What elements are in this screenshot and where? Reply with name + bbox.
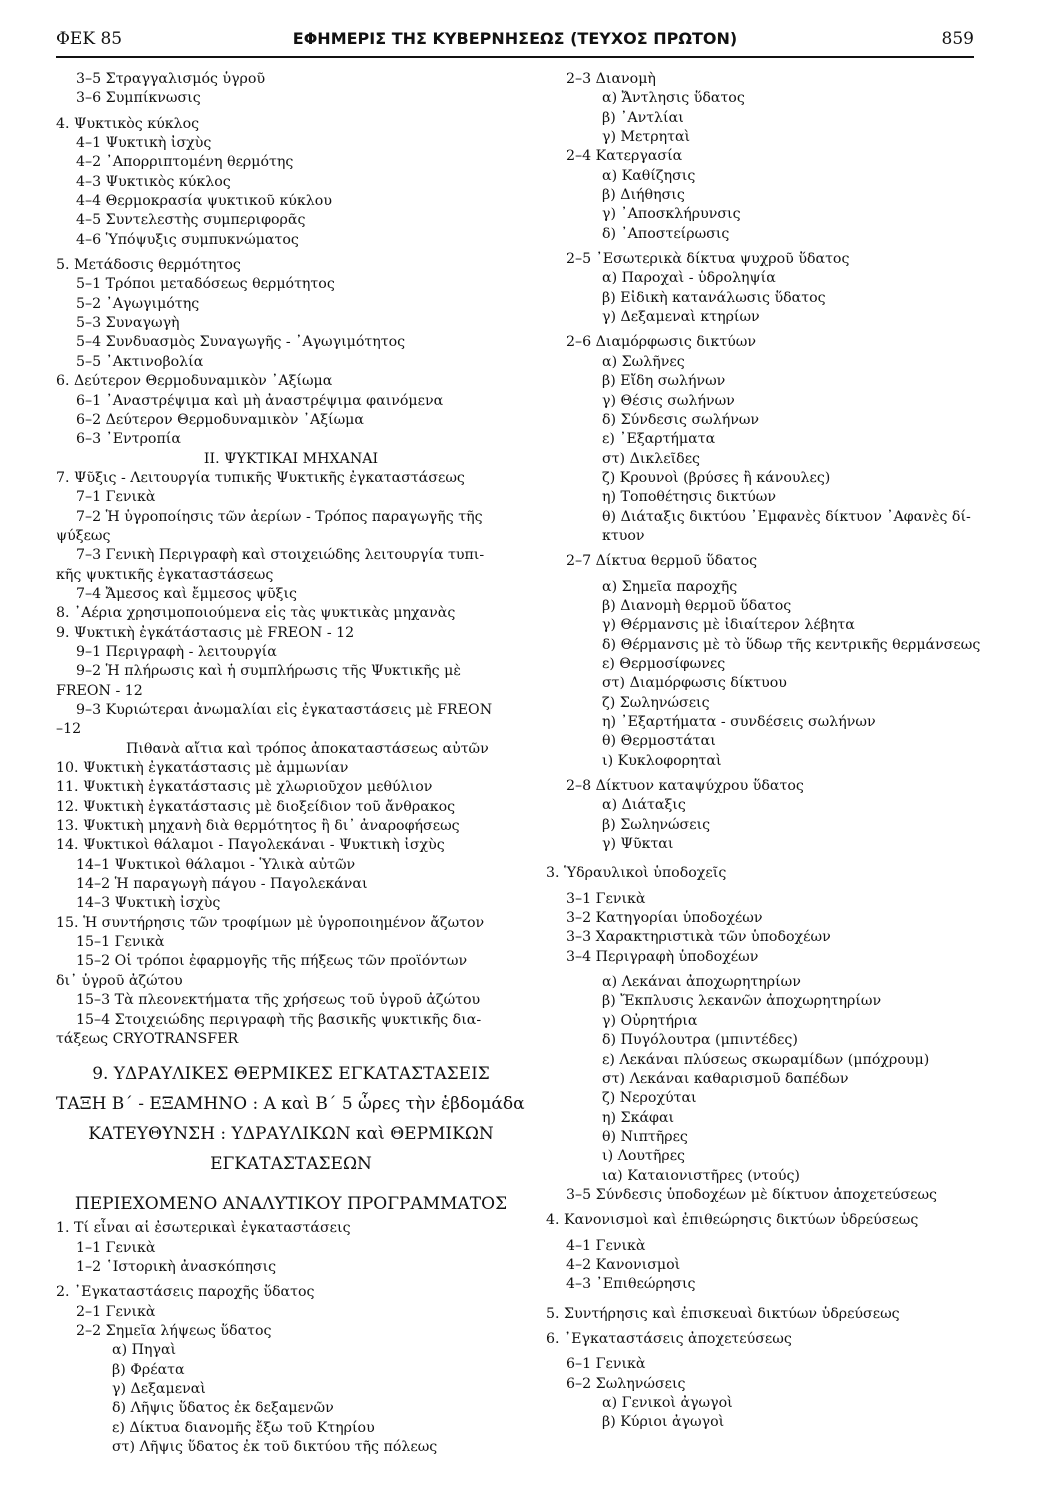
outline-line: γ) Οὐρητήρια bbox=[602, 1012, 698, 1029]
outline-line: ψύξεως bbox=[56, 527, 111, 544]
outline-line: 4–1 Γενικὰ bbox=[566, 1237, 646, 1254]
outline-line: τάξεως CRYOTRANSFER bbox=[56, 1030, 239, 1047]
outline-line: α) Διάταξις bbox=[602, 797, 686, 814]
outline-line: 2–8 Δίκτυον καταψύχρου ὕδατος bbox=[566, 778, 804, 795]
outline-line: δ) Πυγόλουτρα (μπιντέδες) bbox=[602, 1032, 798, 1049]
outline-line: 4–5 Συντελεστὴς συμπεριφορᾶς bbox=[76, 212, 306, 229]
outline-line: 4. Κανονισμοὶ καὶ ἐπιθεώρησις δικτύων ὑδρεύσεως bbox=[546, 1212, 919, 1229]
page-header bbox=[56, 26, 974, 58]
outline-line: 4–6 Ὑπόψυξις συμπυκνώματος bbox=[76, 231, 299, 248]
outline-line: 3–1 Γενικὰ bbox=[566, 890, 646, 907]
outline-line: 2–3 Διανομὴ bbox=[566, 71, 656, 87]
outline-line: 6–1 Γενικὰ bbox=[566, 1356, 646, 1373]
outline-line: 6–2 Σωληνώσεις bbox=[566, 1375, 686, 1392]
outline-line: β) Ἔκπλυσις λεκανῶν ἀποχωρητηρίων bbox=[602, 993, 882, 1010]
outline-line: 8. ᾿Αέρια χρησιμοποιούμενα εἰς τὰς ψυκτικὰς μηχανὰς bbox=[56, 605, 456, 622]
outline-line: γ) Θέρμανσις μὲ ἰδιαίτερον λέβητα bbox=[602, 617, 855, 634]
outline-line: ΤΑΞΗ Β΄ - ΕΞΑΜΗΝΟ : Α καὶ Β΄ 5 ὧρες τὴν ἑβδομάδα bbox=[56, 1094, 525, 1115]
outline-line: 4. Ψυκτικὸς κύκλος bbox=[56, 115, 200, 132]
outline-line: 4–4 Θερμοκρασία ψυκτικοῦ κύκλου bbox=[76, 193, 332, 210]
outline-line: 5–4 Συνδυασμὸς Συναγωγῆς - ᾿Αγωγιμότητος bbox=[76, 334, 406, 351]
outline-line: 14–2 Ἡ παραγωγὴ πάγου - Παγολεκάναι bbox=[76, 876, 368, 893]
left-column bbox=[56, 70, 526, 1490]
outline-line: 6–3 ᾿Εντροπία bbox=[76, 431, 181, 448]
outline-line: β) Φρέατα bbox=[112, 1361, 185, 1378]
outline-line: α) Παροχαὶ - ὑδροληψία bbox=[602, 270, 776, 287]
outline-line: γ) Δεξαμεναὶ bbox=[112, 1380, 206, 1397]
outline-line: α) Καθίζησις bbox=[602, 167, 696, 184]
outline-line: ι) Λουτῆρες bbox=[602, 1148, 686, 1165]
outline-line: 13. Ψυκτικὴ μηχανὴ διὰ θερμότητος ἢ δι᾿ ἀναροφήσεως bbox=[56, 818, 460, 835]
outline-line: 4–2 Κανονισμοὶ bbox=[566, 1256, 681, 1273]
outline-line: 7–4 Ἄμεσος καὶ ἔμμεσος ψῦξις bbox=[76, 585, 298, 602]
outline-line: 6. Δεύτερον Θερμοδυναμικὸν ᾿Αξίωμα bbox=[56, 373, 333, 390]
outline-line: στ) Διαμόρφωσις δίκτυου bbox=[602, 675, 787, 692]
outline-line: β) Σωληνώσεις bbox=[602, 816, 711, 833]
outline-line: α) Γενικοὶ ἀγωγοὶ bbox=[602, 1395, 733, 1411]
outline-line: β) ᾿Αντλίαι bbox=[602, 109, 684, 126]
gazette-issue-label: ΦΕΚ 85 bbox=[56, 29, 123, 49]
outline-line: δι᾿ ὑγροῦ ἀζώτου bbox=[56, 972, 183, 989]
outline-line: 15–4 Στοιχειώδης περιγραφὴ τῆς βασικῆς ψυκτικῆς δια- bbox=[76, 1011, 482, 1028]
outline-line: θ) Νιπτῆρες bbox=[602, 1128, 688, 1145]
outline-line: ζ) Νεροχύται bbox=[602, 1090, 697, 1107]
outline-line: 3–6 Συμπίκνωσις bbox=[76, 90, 201, 107]
outline-line: ε) Δίκτυα διανομῆς ἔξω τοῦ Κτηρίου bbox=[112, 1419, 375, 1436]
outline-line: η) Τοποθέτησις δικτύων bbox=[602, 489, 776, 506]
outline-line: θ) Θερμοστάται bbox=[602, 733, 716, 750]
outline-line: 1. Τί εἶναι αἱ ἐσωτερικαὶ ἐγκαταστάσεις bbox=[56, 1220, 351, 1237]
outline-line: 3–4 Περιγραφὴ ὑποδοχέων bbox=[566, 948, 759, 965]
outline-line: η) ᾿Εξαρτήματα - συνδέσεις σωλήνων bbox=[602, 714, 876, 730]
outline-line: 3–3 Χαρακτηριστικὰ τῶν ὑποδοχέων bbox=[566, 929, 831, 946]
outline-line: ε) Λεκάναι πλύσεως σκωραμίδων (μπόχρουμ) bbox=[602, 1051, 930, 1068]
outline-line: 1–2 ῾Ιστορικὴ ἀνασκόπησις bbox=[76, 1258, 277, 1275]
outline-line: στ) Λῆψις ὕδατος ἐκ τοῦ δικτύου τῆς πόλεως bbox=[112, 1438, 438, 1455]
outline-line: 5. Μετάδοσις θερμότητος bbox=[56, 257, 241, 274]
outline-line: 1–1 Γενικὰ bbox=[76, 1239, 156, 1256]
outline-line: 15–2 Οἱ τρόποι ἐφαρμογῆς τῆς πήξεως τῶν προϊόντων bbox=[76, 953, 468, 970]
outline-line: β) Κύριοι ἀγωγοὶ bbox=[602, 1414, 725, 1431]
outline-line: ε) ᾿Εξαρτήματα bbox=[602, 431, 716, 448]
outline-line: δ) Θέρμανσις μὲ τὸ ὕδωρ τῆς κεντρικῆς θερμάνσεως bbox=[602, 636, 981, 653]
outline-line: α) Πηγαὶ bbox=[112, 1342, 177, 1359]
outline-line: 9. ΥΔΡΑΥΛΙΚΕΣ ΘΕΡΜΙΚΕΣ ΕΓΚΑΤΑΣΤΑΣΕΙΣ bbox=[92, 1064, 490, 1085]
outline-line: 14–1 Ψυκτικοὶ θάλαμοι - Ὑλικὰ αὐτῶν bbox=[76, 856, 356, 873]
outline-line: ΙΙ. ΨΥΚΤΙΚΑΙ ΜΗΧΑΝΑΙ bbox=[203, 450, 379, 467]
outline-line: ΕΓΚΑΤΑΣΤΑΣΕΩΝ bbox=[210, 1154, 372, 1175]
outline-line: β) Εἴδη σωλήνων bbox=[602, 373, 726, 390]
outline-line: δ) Σύνδεσις σωλήνων bbox=[602, 411, 760, 428]
outline-line: ζ) Σωληνώσεις bbox=[602, 694, 710, 711]
outline-line: 4–1 Ψυκτικὴ ἰσχὺς bbox=[76, 135, 212, 152]
outline-line: ι) Κυκλοφορηταὶ bbox=[602, 752, 722, 769]
outline-line: γ) Θέσις σωλήνων bbox=[602, 392, 735, 409]
outline-line: γ) Ψῦκται bbox=[602, 836, 674, 853]
outline-line: 12. Ψυκτικὴ ἐγκατάστασις μὲ διοξείδιον τοῦ ἄνθρακος bbox=[56, 798, 456, 815]
outline-line: β) Εἰδικὴ κατανάλωσις ὕδατος bbox=[602, 289, 826, 306]
outline-line: Πιθανὰ αἴτια καὶ τρόπος ἀποκαταστάσεως αὐτῶν bbox=[126, 740, 489, 757]
outline-line: 5–3 Συναγωγὴ bbox=[76, 315, 180, 332]
outline-line: γ) Δεξαμεναὶ κτηρίων bbox=[602, 309, 760, 326]
outline-line: 7–3 Γενικὴ Περιγραφὴ καὶ στοιχειώδης λειτουργία τυπι- bbox=[76, 547, 485, 564]
outline-line: 15. Ἡ συντήρησις τῶν τροφίμων μὲ ὑγροποιημένον ἄζωτον bbox=[56, 914, 485, 931]
outline-line: 2–4 Κατεργασία bbox=[566, 148, 683, 165]
outline-line: 3–2 Κατηγορίαι ὑποδοχέων bbox=[566, 910, 763, 927]
outline-line: α) Λεκάναι ἀποχωρητηρίων bbox=[602, 974, 801, 991]
outline-line: γ) ᾿Αποσκλήρυνσις bbox=[602, 206, 741, 223]
outline-line: ε) Θερμοσίφωνες bbox=[602, 655, 726, 672]
outline-line: 6. ᾿Εγκαταστάσεις ἀποχετεύσεως bbox=[546, 1330, 792, 1347]
gazette-title: ΕΦΗΜΕΡΙΣ ΤΗΣ ΚΥΒΕΡΝΗΣΕΩΣ (ΤΕΥΧΟΣ ΠΡΩΤΟΝ) bbox=[292, 29, 738, 48]
outline-line: 15–1 Γενικὰ bbox=[76, 934, 165, 951]
outline-line: θ) Διάταξις δικτύου ᾿Εμφανὲς δίκτυον ᾿Αφανὲς δί- bbox=[602, 508, 971, 525]
outline-line: 5–1 Τρόποι μεταδόσεως θερμότητος bbox=[76, 276, 335, 293]
outline-line: 5–2 ᾿Αγωγιμότης bbox=[76, 295, 200, 312]
outline-line: 7–1 Γενικὰ bbox=[76, 489, 156, 506]
outline-line: α) Ἄντλησις ὕδατος bbox=[602, 90, 745, 107]
outline-line: 2–7 Δίκτυα θερμοῦ ὕδατος bbox=[566, 553, 758, 570]
outline-line: FREON - 12 bbox=[56, 682, 143, 699]
outline-line: 4–3 ᾿Επιθεώρησις bbox=[566, 1276, 696, 1293]
outline-line: γ) Μετρηταὶ bbox=[602, 129, 691, 146]
outline-line: 3–5 Στραγγαλισμός ὑγροῦ bbox=[76, 71, 266, 87]
outline-line: 9. Ψυκτικὴ ἐγκάτάστασις μὲ FREON - 12 bbox=[56, 624, 355, 641]
outline-line: 11. Ψυκτικὴ ἐγκατάστασις μὲ χλωριοῦχον μεθύλιον bbox=[56, 779, 433, 796]
page-number: 859 bbox=[941, 29, 974, 49]
outline-line: κῆς ψυκτικῆς ἐγκαταστάσεως bbox=[56, 566, 274, 583]
outline-line: η) Σκάφαι bbox=[602, 1109, 675, 1126]
outline-line: 4–2 ᾿Απορριπτομένη θερμότης bbox=[76, 154, 294, 171]
outline-line: στ) Λεκάναι καθαρισμοῦ δαπέδων bbox=[602, 1070, 849, 1087]
outline-line: β) Διανομὴ θερμοῦ ὕδατος bbox=[602, 597, 792, 614]
outline-line: 2–2 Σημεῖα λήψεως ὕδατος bbox=[76, 1322, 272, 1339]
outline-line: 15–3 Τὰ πλεονεκτήματα τῆς χρήσεως τοῦ ὑγροῦ ἀζώτου bbox=[76, 992, 481, 1009]
right-column bbox=[546, 70, 1016, 1490]
outline-line: 14. Ψυκτικοὶ θάλαμοι - Παγολεκάναι - Ψυκτικὴ ἰσχὺς bbox=[56, 837, 445, 854]
outline-line: ΚΑΤΕΥΘΥΝΣΗ : ΥΔΡΑΥΛΙΚΩΝ καὶ ΘΕΡΜΙΚΩΝ bbox=[88, 1124, 494, 1145]
outline-line: β) Διήθησις bbox=[602, 187, 685, 204]
outline-line: 4–3 Ψυκτικὸς κύκλος bbox=[76, 173, 231, 190]
outline-line: 2. ᾿Εγκαταστάσεις παροχῆς ὕδατος bbox=[56, 1284, 315, 1301]
outline-line: στ) Δικλεῖδες bbox=[602, 450, 700, 467]
outline-line: 7–2 Ἡ ὑγροποίησις τῶν ἀερίων - Τρόπος παραγωγῆς τῆς bbox=[76, 508, 483, 525]
outline-line: 2–5 ᾿Εσωτερικὰ δίκτυα ψυχροῦ ὕδατος bbox=[566, 251, 850, 268]
outline-line: 9–3 Κυριώτεραι ἀνωμαλίαι εἰς ἐγκαταστάσεις μὲ FREON bbox=[76, 702, 493, 718]
outline-line: δ) ᾿Αποστείρωσις bbox=[602, 225, 730, 242]
outline-line: 5. Συντήρησις καὶ ἐπισκευαὶ δικτύων ὑδρεύσεως bbox=[546, 1305, 900, 1322]
outline-line: ΠΕΡΙΕΧΟΜΕΝΟ ΑΝΑΛΥΤΙΚΟΥ ΠΡΟΓΡΑΜΜΑΤΟΣ bbox=[74, 1194, 508, 1215]
outline-line: ια) Καταιονιστῆρες (ντούς) bbox=[602, 1167, 800, 1184]
outline-line: 6–2 Δεύτερον Θερμοδυναμικὸν ᾿Αξίωμα bbox=[76, 411, 364, 428]
outline-line: 3. Ὑδραυλικοὶ ὑποδοχεῖς bbox=[546, 865, 727, 882]
outline-line: 3–5 Σύνδεσις ὑποδοχέων μὲ δίκτυον ἀποχετεύσεως bbox=[566, 1186, 937, 1203]
outline-line: ζ) Κρουνοὶ (βρύσες ἢ κάνουλες) bbox=[602, 469, 831, 486]
outline-line: 14–3 Ψυκτικὴ ἰσχὺς bbox=[76, 895, 221, 912]
outline-line: 9–2 Ἡ πλήρωσις καὶ ἡ συμπλήρωσις τῆς Ψυκτικῆς μὲ bbox=[76, 663, 461, 680]
outline-line: –12 bbox=[56, 721, 82, 738]
outline-line: δ) Λῆψις ὕδατος ἐκ δεξαμενῶν bbox=[112, 1400, 334, 1417]
outline-line: 10. Ψυκτικὴ ἐγκατάστασις μὲ ἀμμωνίαν bbox=[56, 760, 349, 777]
outline-line: α) Σωλῆνες bbox=[602, 353, 685, 370]
outline-line: α) Σημεῖα παροχῆς bbox=[602, 578, 738, 595]
outline-line: 7. Ψῦξις - Λειτουργία τυπικῆς Ψυκτικῆς ἐγκαταστάσεως bbox=[56, 469, 465, 486]
outline-line: 2–1 Γενικὰ bbox=[76, 1303, 156, 1320]
outline-line: κτυον bbox=[602, 527, 645, 544]
outline-line: 2–6 Διαμόρφωσις δικτύων bbox=[566, 334, 756, 351]
outline-line: 9–1 Περιγραφὴ - λειτουργία bbox=[76, 643, 277, 660]
outline-line: 5–5 ᾿Ακτινοβολία bbox=[76, 353, 204, 370]
outline-line: 6–1 ᾿Αναστρέψιμα καὶ μὴ ἀναστρέψιμα φαινόμενα bbox=[76, 392, 444, 409]
